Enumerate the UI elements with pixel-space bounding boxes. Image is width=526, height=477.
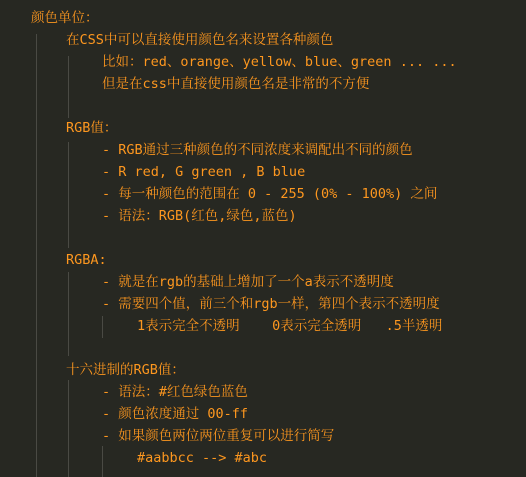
code-line: - 如果颜色两位两位重复可以进行简写 <box>102 428 335 444</box>
indent-guide <box>36 34 37 477</box>
code-line: 在CSS中可以直接使用颜色名来设置各种颜色 <box>66 32 334 48</box>
code-line: 但是在css中直接使用颜色名是非常的不方便 <box>102 76 370 92</box>
code-line: - 需要四个值，前三个和rgb一样，第四个表示不透明度 <box>102 296 440 312</box>
code-line: 比如：red、orange、yellow、blue、green ... ... <box>102 54 457 70</box>
indent-guide <box>68 380 69 477</box>
indent-guide <box>68 272 69 356</box>
code-line: 颜色单位： <box>31 10 99 26</box>
indent-guide <box>102 316 103 338</box>
indent-guide <box>102 446 103 477</box>
code-line: - 颜色浓度通过 00-ff <box>102 406 249 422</box>
code-line: #aabbcc --> #abc <box>137 450 268 466</box>
code-line: RGB值： <box>66 120 118 136</box>
indent-guide <box>68 56 69 118</box>
code-line: RGBA: <box>66 252 107 268</box>
code-line: - 每一种颜色的范围在 0 - 255 (0% - 100%) 之间 <box>102 186 438 202</box>
code-line: - RGB通过三种颜色的不同浓度来调配出不同的颜色 <box>102 142 413 158</box>
code-line: - R red, G green , B blue <box>102 164 306 180</box>
indent-guide <box>68 142 69 248</box>
code-line: - 语法：#红色绿色蓝色 <box>102 384 248 400</box>
code-line: 1表示完全不透明 0表示完全透明 .5半透明 <box>137 318 443 334</box>
code-line: - 就是在rgb的基础上增加了一个a表示不透明度 <box>102 274 394 290</box>
code-line: - 语法：RGB(红色,绿色,蓝色) <box>102 208 297 224</box>
code-line: 十六进制的RGB值： <box>66 362 185 378</box>
